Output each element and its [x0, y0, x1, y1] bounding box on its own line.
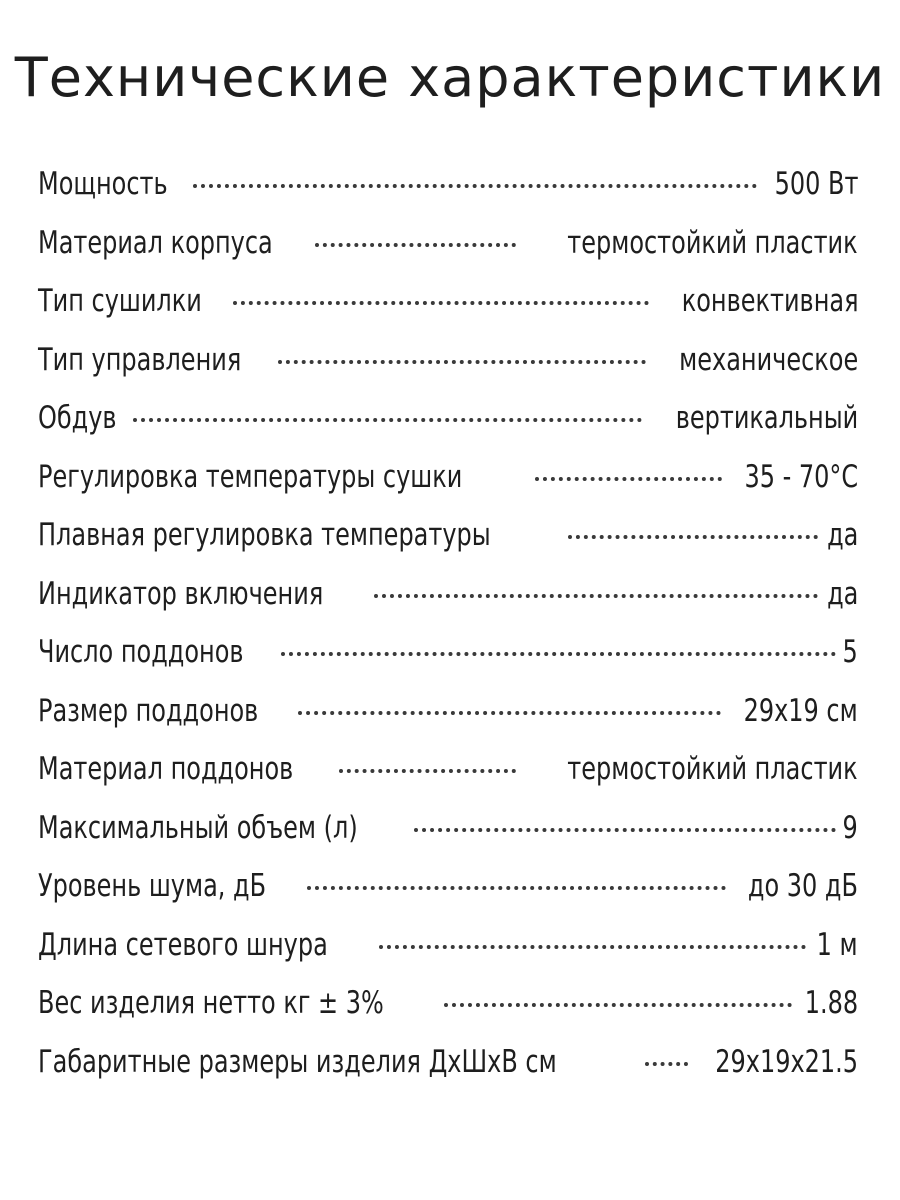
spec-value: 35 - 70°С	[744, 458, 858, 495]
spec-value: 29х19 см	[743, 692, 858, 729]
spec-label: Вес изделия нетто кг ± 3%	[38, 985, 384, 1021]
spec-value: 1.88	[804, 985, 858, 1021]
spec-row-tray-material	[38, 740, 858, 799]
spec-label: Материал корпуса	[38, 224, 273, 261]
spec-value: конвективная	[681, 283, 858, 319]
dot-leader	[298, 711, 721, 715]
spec-value: 1 м	[817, 926, 858, 963]
spec-value: 5	[842, 634, 858, 670]
dot-leader	[339, 769, 517, 773]
dot-leader	[535, 477, 721, 481]
spec-label: Размер поддонов	[38, 692, 259, 729]
spec-label: Длина сетевого шнура	[38, 926, 328, 963]
page-title: Технические характеристики	[14, 46, 886, 109]
spec-label: Индикатор включения	[38, 575, 324, 612]
spec-value: термостойкий пластик	[567, 224, 858, 261]
spec-row-tray-size	[38, 682, 858, 741]
spec-label: Габаритные размеры изделия ДхШхВ см	[38, 1043, 557, 1080]
dot-leader	[315, 243, 516, 247]
spec-row-dimensions	[38, 1033, 858, 1092]
dot-leader	[281, 652, 836, 656]
spec-row-control-type	[38, 331, 858, 390]
spec-label: Тип сушилки	[38, 283, 202, 319]
dot-leader	[133, 418, 641, 422]
spec-row-smooth-temperature	[38, 506, 858, 565]
spec-row-power	[38, 155, 858, 214]
spec-row-airflow	[38, 389, 858, 448]
spec-row-dryer-type	[38, 272, 858, 331]
spec-label: Материал поддонов	[38, 751, 294, 787]
spec-label: Мощность	[38, 166, 168, 202]
spec-label: Тип управления	[38, 341, 242, 378]
spec-row-temperature-range	[38, 448, 858, 507]
dot-leader	[414, 828, 837, 832]
dot-leader	[278, 360, 645, 364]
dot-leader	[379, 945, 806, 949]
dot-leader	[374, 594, 818, 598]
spec-value: термостойкий пластик	[567, 751, 858, 787]
dot-leader	[233, 301, 649, 305]
spec-row-power-indicator	[38, 565, 858, 624]
spec-label: Максимальный объем (л)	[38, 809, 358, 846]
spec-value: до 30 дБ	[747, 868, 858, 904]
spec-value: 500 Вт	[774, 166, 858, 202]
dot-leader	[444, 1003, 792, 1007]
dot-leader	[645, 1062, 688, 1066]
spec-label: Плавная регулировка температуры	[38, 517, 491, 553]
spec-label: Уровень шума, дБ	[38, 868, 267, 904]
dot-leader	[568, 535, 817, 539]
spec-label: Регулировка температуры сушки	[38, 458, 463, 495]
spec-value: 29х19х21.5	[715, 1043, 858, 1080]
spec-row-cord-length	[38, 916, 858, 975]
spec-label: Число поддонов	[38, 634, 244, 670]
spec-list	[38, 155, 858, 1091]
dot-leader	[193, 184, 757, 188]
spec-value: вертикальный	[675, 400, 858, 436]
spec-value: 9	[842, 809, 858, 846]
spec-row-noise-level	[38, 857, 858, 916]
spec-row-tray-count	[38, 623, 858, 682]
spec-row-body-material	[38, 214, 858, 273]
dot-leader	[307, 886, 726, 890]
spec-row-max-volume	[38, 799, 858, 858]
spec-value: да	[826, 575, 858, 612]
spec-value: механическое	[678, 341, 858, 378]
spec-value: да	[826, 517, 858, 553]
spec-label: Обдув	[38, 400, 117, 436]
spec-row-net-weight	[38, 974, 858, 1033]
